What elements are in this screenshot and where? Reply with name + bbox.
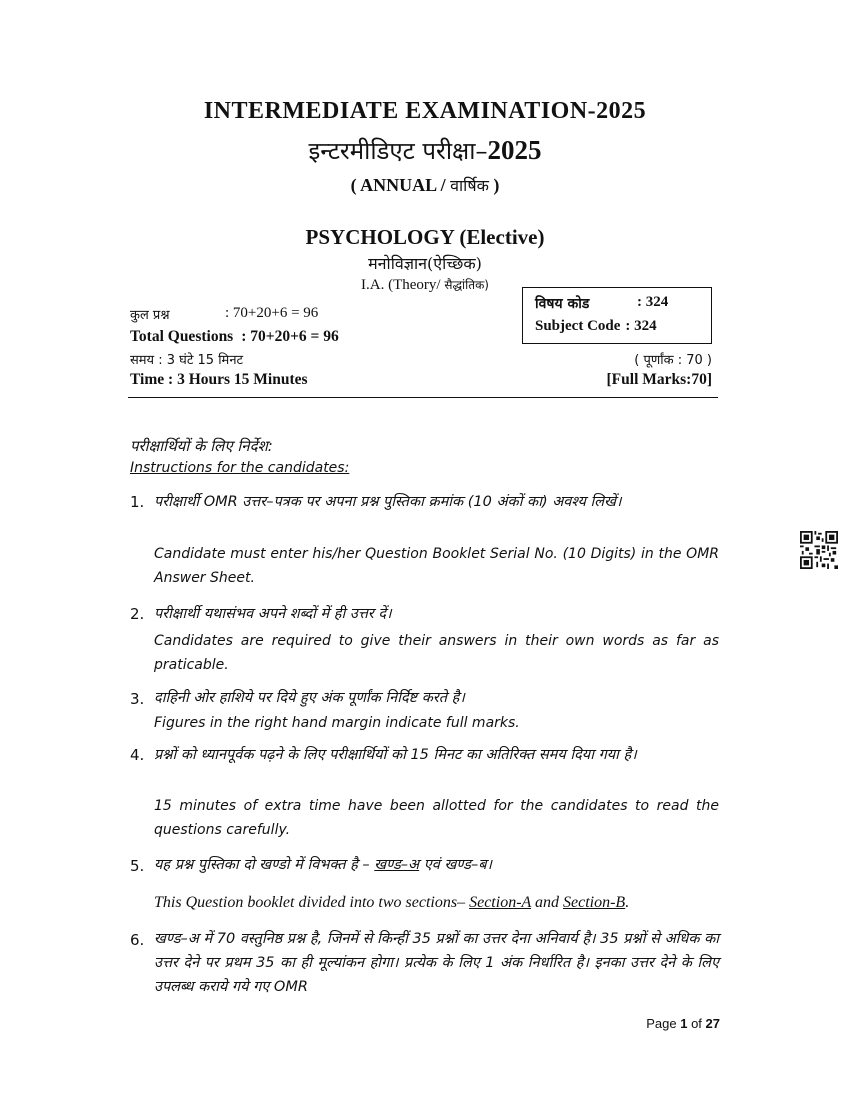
section-b: Section-B — [563, 894, 626, 911]
instructions-heading: Instructions for the candidates: — [130, 460, 350, 476]
item-number: 3. — [130, 690, 145, 708]
instruction-en: 15 minutes of extra time have been allotted for the candidates to read the questions carefully. — [154, 798, 719, 838]
full-marks: [Full Marks:70] — [606, 371, 712, 388]
section-b-hi: खण्ड–ब — [444, 857, 487, 873]
item-number: 5. — [130, 857, 145, 875]
item-number: 1. — [130, 493, 145, 511]
instruction-hi: खण्ड–अ में 70 वस्तुनिष्ठ प्रश्न है, जिनमें से किन्हीं 35 प्रश्नों का उत्तर देना अनिवार्य है। 35 प्रश्नों से अधिक का उत्तर देने पर प्रथम 35 का ही मूल्यांकन होगा। प्रत्येक के लिए 1 अंक निर्धारित है। इनका उत्तर देने के लिए उपलब्ध कराये गये गए OMR — [154, 931, 719, 995]
exam-title-hi: इन्टरमीडिएट परीक्षा–2025 — [308, 135, 542, 165]
header-divider — [128, 397, 718, 398]
qr-code-icon — [800, 531, 838, 569]
subject-title: PSYCHOLOGY (Elective) — [305, 225, 545, 249]
full-marks-hi: ( पूर्णांक : 70 ) — [634, 353, 712, 368]
instruction-en: Figures in the right hand margin indicate full marks. — [154, 715, 520, 731]
subject-code-value-hi: : 324 — [637, 294, 669, 310]
instruction-hi: परीक्षार्थी OMR उत्तर–पत्रक पर अपना प्रश्न पुस्तिका क्रमांक (10 अंकों का) अवश्य लिखें। — [154, 494, 622, 510]
total-questions: Total Questions : 70+20+6 = 96 — [130, 328, 339, 345]
total-questions-hi: कुल प्रश्न : 70+20+6 = 96 — [130, 305, 319, 323]
subject-code-label-hi: विषय कोड — [535, 296, 590, 312]
instruction-hi: यह प्रश्न पुस्तिका दो खण्डो में विभक्त है – खण्ड–अ एवं खण्ड–ब। — [154, 857, 492, 873]
subject-title-hi: मनोविज्ञान(ऐच्छिक) — [368, 254, 482, 273]
instructions-heading-hi: परीक्षार्थियों के लिए निर्देश: — [130, 437, 273, 455]
item-number: 6. — [130, 931, 145, 949]
instruction-hi: परीक्षार्थी यथासंभव अपने शब्दों में ही उत्तर दें। — [154, 606, 392, 622]
exam-title-en: INTERMEDIATE EXAMINATION-2025 — [203, 98, 647, 124]
page-indicator: Page 1 of 27 — [646, 1016, 720, 1031]
subject-code-label: Subject Code — [535, 318, 621, 334]
item-number: 2. — [130, 605, 145, 623]
exam-type: ( ANNUAL / वार्षिक ) — [350, 175, 500, 195]
section-a-hi: खण्ड–अ — [374, 857, 420, 873]
instruction-en: This Question booklet divided into two sections– Section-A and Section-B. — [154, 894, 630, 911]
time-hi: समय : 3 घंटे 15 मिनट — [130, 353, 244, 368]
item-number: 4. — [130, 746, 145, 764]
paper-type: I.A. (Theory/ सैद्धांतिक) — [361, 277, 489, 293]
time-en: Time : 3 Hours 15 Minutes — [130, 371, 308, 388]
subject-code-box — [522, 287, 712, 344]
instruction-hi: प्रश्नों को ध्यानपूर्वक पढ़ने के लिए परीक्षार्थियों को 15 मिनट का अतिरिक्त समय दिया गया है। — [154, 747, 637, 763]
instruction-en: Candidate must enter his/her Question Booklet Serial No. (10 Digits) in the OMR Answer Sheet. — [154, 546, 719, 586]
section-a: Section-A — [469, 894, 531, 911]
subject-code-value: : 324 — [625, 318, 657, 334]
instruction-en: Candidates are required to give their answers in their own words as far as praticable. — [154, 633, 719, 673]
instruction-hi: दाहिनी ओर हाशिये पर दिये हुए अंक पूर्णांक निर्दिष्ट करते है। — [154, 690, 465, 706]
